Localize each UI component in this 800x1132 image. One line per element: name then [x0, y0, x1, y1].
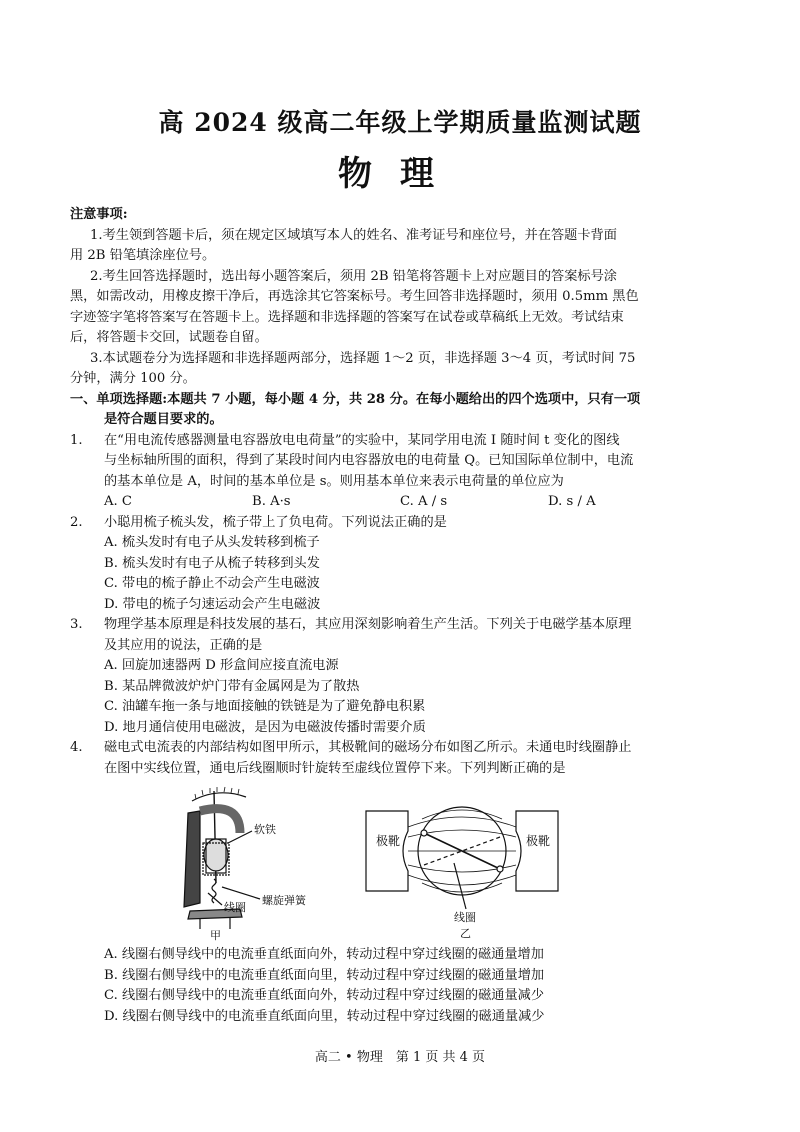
option-b: B. 线圈右侧导线中的电流垂直纸面向里，转动过程中穿过线圈的磁通量增加: [104, 967, 545, 983]
notice-line: 黑，如需改动，用橡皮擦干净后，再选涂其它答案标号。考生回答非选择题时，须用 0.5mm 黑色: [70, 289, 639, 304]
question-number: 4.: [70, 740, 83, 755]
option-b: B. 某品牌微波炉炉门带有金属网是为了散热: [104, 678, 360, 694]
option-d: D. s / A: [548, 494, 596, 509]
option-a: A. 回旋加速器两 D 形盒间应接直流电源: [104, 658, 339, 673]
question-text: 在图中实线位置，通电后线圈顺时针旋转至虚线位置停下来。下列判断正确的是: [104, 760, 566, 776]
question-text: 及其应用的说法，正确的是: [104, 637, 263, 653]
notice-item-1: [70, 226, 710, 267]
question-text: 与坐标轴所围的面积，得到了某段时间内电容器放电的电荷量 Q。已知国际单位制中，电流: [104, 453, 634, 468]
notice-line: 3.本试题卷分为选择题和非选择题两部分，选择题 1～2 页，非选择题 3～4 页，考试时间 75: [90, 350, 636, 366]
question-text: 在“用电流传感器测量电容器放电电荷量”的实验中，某同学用电流 I 随时间 t 变化的图线: [104, 432, 620, 448]
notice-line: 分钟，满分 100 分。: [70, 371, 196, 386]
option-d: D. 地月通信使用电磁波，是因为电磁波传播时需要介质: [104, 719, 426, 735]
figure-jia: [170, 783, 320, 941]
figure-yi: [362, 797, 562, 939]
notice-line: 1.考生领到答题卡后，须在规定区域填写本人的姓名、准考证号和座位号，并在答题卡背面: [90, 227, 617, 243]
question-text: 小聪用梳子梳头发，梳子带上了负电荷。下列说法正确的是: [104, 514, 447, 530]
question-text: 物理学基本原理是科技发展的基石，其应用深刻影响着生产生活。下列关于电磁学基本原理: [104, 617, 632, 632]
question-3: [70, 615, 710, 738]
notice-line: 字迹签字笔将答案写在答题卡上。选择题和非选择题的答案写在试卷或草稿纸上无效。考试结束: [70, 309, 624, 325]
label-pole-right: 极靴: [526, 834, 551, 848]
question-4: [70, 738, 710, 1027]
option-c: C. 带电的梳子静止不动会产生电磁波: [104, 576, 320, 591]
option-c: C. 线圈右侧导线中的电流垂直纸面向外，转动过程中穿过线圈的磁通量减少: [104, 988, 545, 1003]
question-1: [70, 431, 710, 513]
option-c: C. A / s: [400, 494, 448, 509]
label-coil: 线圈: [224, 901, 246, 914]
notice-line: 后，将答题卡交回，试题卷自留。: [70, 330, 268, 345]
exam-body: [70, 205, 710, 1027]
caption-jia: 甲: [210, 929, 221, 941]
section-heading-cont: 是符合题目要求的。: [104, 412, 223, 427]
label-pole-left: 极靴: [376, 834, 401, 848]
option-c: C. 油罐车拖一条与地面接触的铁链是为了避免静电积累: [104, 699, 426, 714]
options-row: [70, 492, 710, 513]
exam-title: 高 2024 级高二年级上学期质量监测试题: [158, 108, 642, 137]
option-b: B. A·s: [252, 494, 291, 509]
question-2: [70, 513, 710, 616]
question-number: 3.: [70, 617, 83, 632]
label-spring: 螺旋弹簧: [262, 894, 306, 907]
option-a: A. 梳头发时有电子从头发转移到梳子: [104, 535, 320, 550]
label-coil-yi: 线圈: [454, 911, 476, 924]
notice-line: 用 2B 铅笔填涂座位号。: [70, 248, 216, 263]
notice-line: 2.考生回答选择题时，选出每小题答案后，须用 2B 铅笔将答题卡上对应题目的答案标号涂: [90, 268, 617, 284]
question-number: 1.: [70, 432, 83, 448]
question-number: 2.: [70, 514, 83, 530]
option-a: A. C: [104, 494, 132, 509]
notice-item-3: [70, 349, 710, 390]
notice-item-2: [70, 267, 710, 349]
label-soft-iron: 软铁: [254, 823, 276, 836]
question-text: 的基本单位是 A，时间的基本单位是 s。则用基本单位来表示电荷量的单位应为: [104, 473, 564, 489]
subject-title: 物理: [338, 154, 462, 194]
option-d: D. 线圈右侧导线中的电流垂直纸面向里，转动过程中穿过线圈的磁通量减少: [104, 1008, 545, 1024]
option-b: B. 梳头发时有电子从梳子转移到头发: [104, 555, 320, 571]
figures-row: [70, 783, 710, 943]
notice-heading: 注意事项:: [70, 207, 128, 222]
page-footer: 高二 • 物理 第 1 页 共 4 页: [314, 1050, 486, 1065]
caption-yi: 乙: [460, 927, 471, 939]
option-a: A. 线圈右侧导线中的电流垂直纸面向外，转动过程中穿过线圈的磁通量增加: [104, 947, 544, 962]
option-d: D. 带电的梳子匀速运动会产生电磁波: [104, 596, 321, 612]
question-text: 磁电式电流表的内部结构如图甲所示，其极靴间的磁场分布如图乙所示。未通电时线圈静止: [104, 740, 632, 755]
section-heading: 一、单项选择题:本题共 7 小题，每小题 4 分，共 28 分。在每小题给出的四个选项中，只有一项: [70, 391, 641, 407]
